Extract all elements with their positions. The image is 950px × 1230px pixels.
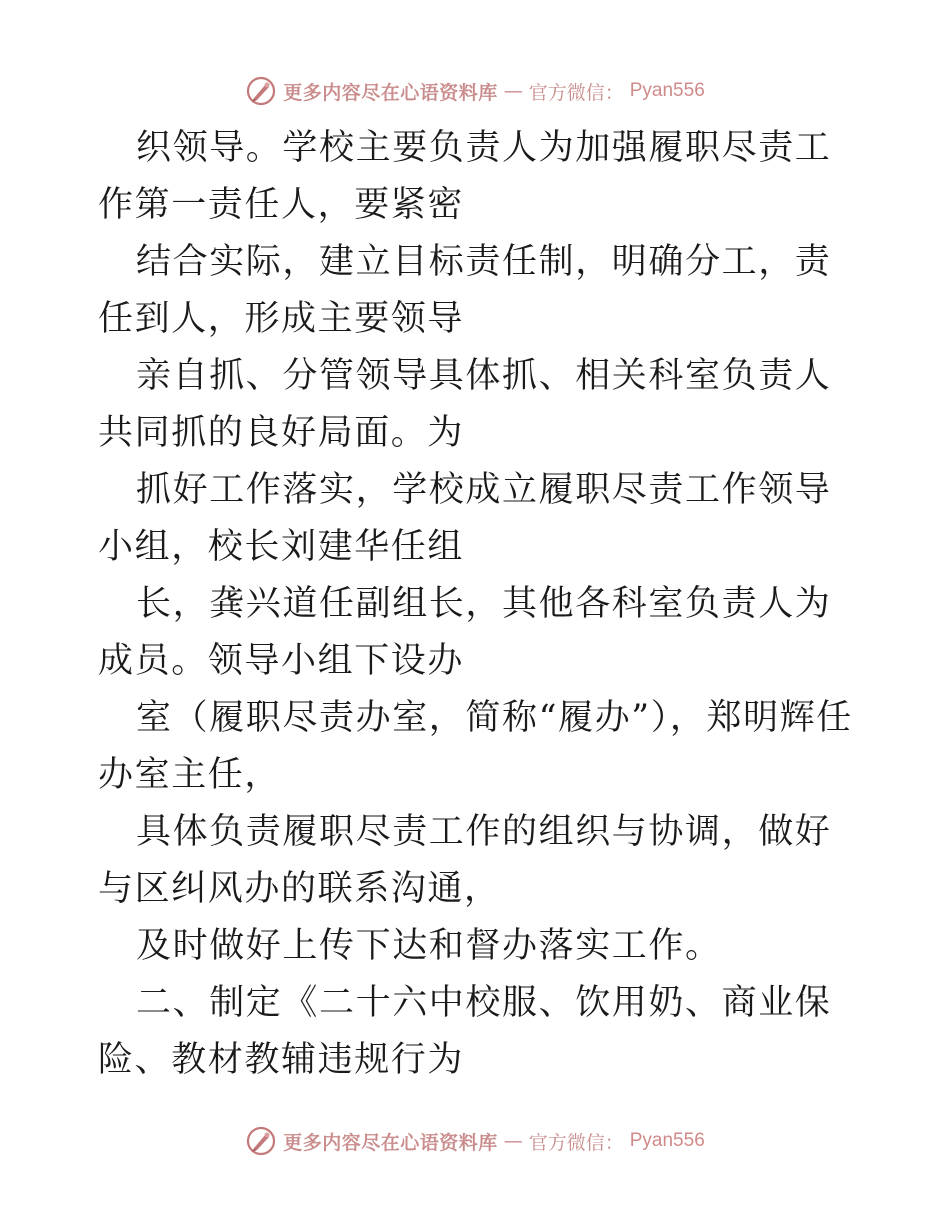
paragraph-3: 亲自抓、分管领导具体抓、相关科室负责人共同抓的良好局面。为 — [98, 356, 832, 453]
paragraph-5: 长，龚兴道任副组长，其他各科室负责人为成员。领导小组下设办 — [98, 584, 832, 681]
watermark-site-text: 更多内容尽在心语资料库 — [283, 1131, 498, 1154]
paragraph-1: 织领导。学校主要负责人为加强履职尽责工作第一责任人，要紧密 — [98, 128, 832, 225]
footer-watermark — [0, 1121, 950, 1161]
watermark-site-text: 更多内容尽在心语资料库 — [283, 81, 498, 104]
watermark-wechat-label: 官方微信： — [528, 1131, 624, 1154]
watermark-dash: — — [503, 80, 523, 102]
document-body — [98, 120, 858, 1089]
watermark-wechat-id: Pyan556 — [629, 1130, 705, 1151]
paragraph-6: 室（履职尽责办室，简称“履办”），郑明辉任办室主任， — [98, 698, 853, 795]
header-watermark — [0, 71, 950, 111]
paragraph-4: 抓好工作落实，学校成立履职尽责工作领导小组，校长刘建华任组 — [98, 470, 832, 567]
pen-quill-logo-icon — [245, 1125, 277, 1157]
paragraph-2: 结合实际，建立目标责任制，明确分工，责任到人，形成主要领导 — [98, 242, 832, 339]
pen-quill-logo-icon — [245, 75, 277, 107]
watermark-wechat-id: Pyan556 — [629, 80, 705, 101]
paragraph-9: 二、制定《二十六中校服、饮用奶、商业保险、教材教辅违规行为 — [98, 983, 832, 1080]
paragraph-8: 及时做好上传下达和督办落实工作。 — [136, 926, 722, 966]
paragraph-7: 具体负责履职尽责工作的组织与协调，做好与区纠风办的联系沟通， — [98, 812, 832, 909]
watermark-dash: — — [503, 1130, 523, 1152]
watermark-wechat-label: 官方微信： — [528, 81, 624, 104]
